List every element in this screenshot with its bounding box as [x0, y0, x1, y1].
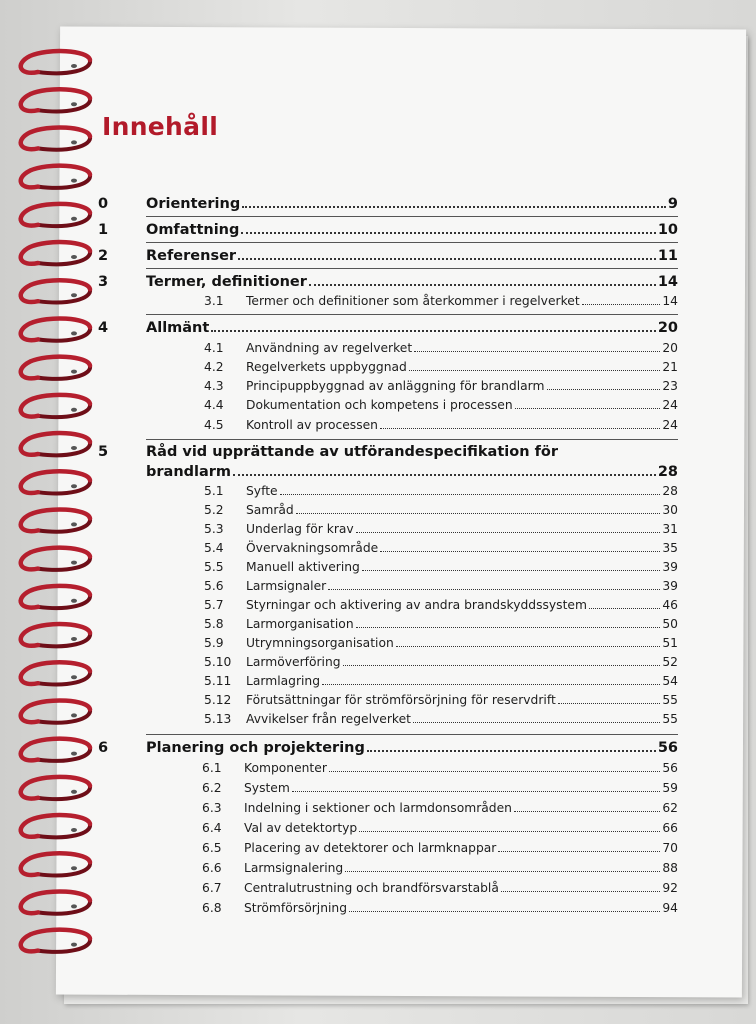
subsection-number: 6.2 [202, 781, 222, 795]
subsection-number: 5.13 [204, 712, 232, 726]
toc-entry-3[interactable] [98, 274, 678, 290]
section-label: Orientering [146, 196, 241, 212]
subsection-page: 24 [662, 418, 678, 432]
toc-entry-6-5[interactable] [202, 841, 678, 855]
leader-dots [242, 206, 666, 208]
subsection-page: 92 [662, 881, 678, 895]
toc-entry-1[interactable] [98, 222, 678, 238]
spiral-binding [8, 40, 98, 970]
subsection-page: 14 [662, 294, 678, 308]
spiral-coil [21, 395, 90, 417]
toc-entry-6-1[interactable] [202, 761, 678, 775]
spiral-coil [21, 51, 90, 73]
toc-entry-5-9[interactable] [204, 636, 678, 650]
subsection-label: Manuell aktivering [246, 560, 360, 574]
subsection-number: 5.1 [204, 484, 224, 498]
spiral-coil [21, 739, 90, 761]
subsection-page: 39 [662, 579, 678, 593]
section-number: 2 [98, 248, 109, 264]
section-page: 9 [667, 196, 678, 212]
toc-entry-5-1[interactable] [204, 484, 678, 498]
leader-dots [396, 646, 661, 647]
subsection-number: 5.5 [204, 560, 224, 574]
subsection-page: 94 [662, 901, 678, 915]
section-page: 28 [657, 464, 678, 480]
leader-dots [367, 750, 656, 752]
leader-dots [343, 665, 661, 666]
toc-entry-3-1[interactable] [204, 294, 678, 308]
toc-entry-5-12[interactable] [204, 693, 678, 707]
subsection-page: 39 [662, 560, 678, 574]
toc-entry-0[interactable] [98, 196, 678, 212]
section-divider [146, 268, 678, 269]
subsection-page: 35 [662, 541, 678, 555]
spiral-coil [21, 930, 90, 952]
subsection-page: 70 [662, 841, 678, 855]
toc-entry-6-7[interactable] [202, 881, 678, 895]
toc-entry-5-11[interactable] [204, 674, 678, 688]
subsection-number: 6.6 [202, 861, 222, 875]
spiral-coil [21, 509, 90, 531]
section-divider [146, 216, 678, 217]
section-divider [146, 439, 678, 440]
leader-dots [292, 791, 660, 792]
toc-entry-5-heading[interactable] [98, 444, 678, 460]
leader-dots [514, 811, 660, 812]
subsection-number: 3.1 [204, 294, 224, 308]
leader-dots [238, 258, 656, 260]
subsection-number: 6.7 [202, 881, 222, 895]
leader-dots [349, 911, 660, 912]
section-label: Omfattning [146, 222, 240, 238]
leader-dots [413, 722, 660, 723]
subsection-label: Regelverkets uppbyggnad [246, 360, 407, 374]
subsection-page: 54 [662, 674, 678, 688]
section-page: 14 [657, 274, 678, 290]
toc-entry-5-7[interactable] [204, 598, 678, 612]
subsection-page: 59 [662, 781, 678, 795]
leader-dots [233, 474, 656, 476]
subsection-number: 5.4 [204, 541, 224, 555]
spiral-coil [21, 700, 90, 722]
subsection-label: Användning av regelverket [246, 341, 413, 355]
subsection-number: 5.10 [204, 655, 232, 669]
leader-dots [558, 703, 661, 704]
subsection-label: Övervakningsområde [246, 541, 379, 555]
subsection-page: 28 [662, 484, 678, 498]
subsection-number: 4.2 [204, 360, 224, 374]
subsection-label: Indelning i sektioner och larmdonsområden [244, 801, 512, 815]
subsection-page: 20 [662, 341, 678, 355]
section-label: Planering och projektering [146, 740, 365, 756]
subsection-page: 46 [662, 598, 678, 612]
section-divider [146, 314, 678, 315]
toc-entry-6-8[interactable] [202, 901, 678, 915]
subsection-label: Larmöverföring [246, 655, 341, 669]
subsection-page: 62 [662, 801, 678, 815]
leader-dots [498, 851, 660, 852]
section-label: brandlarm [146, 464, 232, 480]
subsection-number: 4.3 [204, 379, 224, 393]
leader-dots [322, 684, 660, 685]
subsection-number: 5.12 [204, 693, 232, 707]
toc-entry-4-1[interactable] [204, 341, 678, 355]
section-label: Referenser [146, 248, 237, 264]
subsection-label: Kontroll av processen [246, 418, 378, 432]
spiral-coil [21, 127, 90, 149]
leader-dots [328, 589, 660, 590]
subsection-label: Förutsättningar för strömförsörjning för reservdrift [246, 693, 556, 707]
toc-entry-6-3[interactable] [202, 801, 678, 815]
subsection-number: 5.6 [204, 579, 224, 593]
leader-dots [329, 771, 660, 772]
subsection-label: Avvikelser från regelverket [246, 712, 411, 726]
subsection-number: 5.7 [204, 598, 224, 612]
leader-dots [211, 330, 656, 332]
section-label: Allmänt [146, 320, 210, 336]
subsection-page: 51 [662, 636, 678, 650]
spiral-coil [21, 471, 90, 493]
toc-entry-4-3[interactable] [204, 379, 678, 393]
subsection-number: 5.11 [204, 674, 232, 688]
section-page: 56 [657, 740, 678, 756]
subsection-page: 30 [662, 503, 678, 517]
subsection-label: Utrymningsorganisation [246, 636, 394, 650]
leader-dots [356, 627, 661, 628]
spiral-coil [21, 853, 90, 875]
toc-entry-5-8[interactable] [204, 617, 678, 631]
subsection-page: 55 [662, 712, 678, 726]
subsection-label: Strömförsörjning [244, 901, 348, 915]
subsection-number: 6.8 [202, 901, 222, 915]
subsection-label: Larmorganisation [246, 617, 354, 631]
leader-dots [515, 408, 661, 409]
subsection-page: 66 [662, 821, 678, 835]
subsection-page: 56 [662, 761, 678, 775]
spiral-coil [21, 204, 90, 226]
subsection-number: 5.3 [204, 522, 224, 536]
subsection-label: Principuppbyggnad av anläggning för brandlarm [246, 379, 545, 393]
subsection-page: 21 [662, 360, 678, 374]
subsection-number: 4.5 [204, 418, 224, 432]
leader-dots [356, 532, 661, 533]
leader-dots [359, 831, 660, 832]
subsection-label: Samråd [246, 503, 294, 517]
leader-dots [380, 551, 660, 552]
toc-entry-6[interactable] [98, 740, 678, 756]
section-page: 20 [657, 320, 678, 336]
subsection-page: 23 [662, 379, 678, 393]
subsection-label: Val av detektortyp [244, 821, 358, 835]
toc-entry-5-10[interactable] [204, 655, 678, 669]
subsection-number: 6.5 [202, 841, 222, 855]
subsection-page: 88 [662, 861, 678, 875]
spiral-coil [21, 586, 90, 608]
subsection-number: 6.3 [202, 801, 222, 815]
subsection-label: Larmlagring [246, 674, 321, 688]
toc-entry-5-6[interactable] [204, 579, 678, 593]
leader-dots [280, 494, 661, 495]
section-number: 6 [98, 740, 109, 756]
section-label: Termer, definitioner [146, 274, 307, 290]
leader-dots [345, 871, 660, 872]
toc-entry-5[interactable] [146, 464, 678, 480]
section-number: 0 [98, 196, 109, 212]
spiral-coil [21, 89, 90, 111]
subsection-label: System [244, 781, 290, 795]
section-page: 10 [657, 222, 678, 238]
subsection-label: Centralutrustning och brandförsvarstablå [244, 881, 499, 895]
section-page: 11 [657, 248, 678, 264]
toc-entry-5-3[interactable] [204, 522, 678, 536]
section-divider [146, 734, 678, 735]
spiral-coil [21, 891, 90, 913]
subsection-number: 6.4 [202, 821, 222, 835]
subsection-number: 5.8 [204, 617, 224, 631]
toc-entry-5-4[interactable] [204, 541, 678, 555]
subsection-number: 5.9 [204, 636, 224, 650]
subsection-number: 6.1 [202, 761, 222, 775]
spiral-coil [21, 318, 90, 340]
spiral-coil [21, 777, 90, 799]
leader-dots [501, 891, 660, 892]
spiral-coil [21, 624, 90, 646]
subsection-label: Komponenter [244, 761, 327, 775]
leader-dots [241, 232, 655, 234]
leader-dots [547, 389, 661, 390]
leader-dots [380, 428, 660, 429]
section-number: 5 [98, 444, 109, 460]
spiral-coil [21, 166, 90, 188]
page-title: Innehåll [102, 112, 219, 141]
toc-entry-5-13[interactable] [204, 712, 678, 726]
section-number: 3 [98, 274, 109, 290]
subsection-page: 31 [662, 522, 678, 536]
spiral-coil [21, 280, 90, 302]
subsection-page: 52 [662, 655, 678, 669]
subsection-page: 50 [662, 617, 678, 631]
section-label-line1: Råd vid upprättande av utförandespecifikation för [146, 444, 558, 460]
leader-dots [414, 351, 660, 352]
section-divider [146, 242, 678, 243]
spiral-coil [21, 815, 90, 837]
subsection-label: Larmsignaler [246, 579, 327, 593]
toc-entry-4-5[interactable] [204, 418, 678, 432]
subsection-label: Placering av detektorer och larmknappar [244, 841, 497, 855]
leader-dots [309, 284, 656, 286]
leader-dots [582, 304, 661, 305]
toc-entry-2[interactable] [98, 248, 678, 264]
toc-entry-5-5[interactable] [204, 560, 678, 574]
toc-entry-6-2[interactable] [202, 781, 678, 795]
spiral-coil [21, 242, 90, 264]
subsection-label: Termer och definitioner som återkommer i regelverket [246, 294, 580, 308]
subsection-page: 55 [662, 693, 678, 707]
spiral-coil [21, 662, 90, 684]
spiral-coil [21, 548, 90, 570]
toc-entry-6-6[interactable] [202, 861, 678, 875]
spiral-coil [21, 433, 90, 455]
toc-entry-5-2[interactable] [204, 503, 678, 517]
leader-dots [296, 513, 661, 514]
spiral-coil [21, 357, 90, 379]
subsection-number: 5.2 [204, 503, 224, 517]
toc-entry-4-4[interactable] [204, 398, 678, 412]
section-number: 4 [98, 320, 109, 336]
subsection-label: Styrningar och aktivering av andra brandskyddssystem [246, 598, 587, 612]
toc-entry-4[interactable] [98, 320, 678, 336]
leader-dots [362, 570, 660, 571]
toc-entry-6-4[interactable] [202, 821, 678, 835]
subsection-number: 4.4 [204, 398, 224, 412]
subsection-page: 24 [662, 398, 678, 412]
leader-dots [589, 608, 660, 609]
subsection-label: Dokumentation och kompetens i processen [246, 398, 513, 412]
leader-dots [409, 370, 660, 371]
subsection-label: Syfte [246, 484, 278, 498]
toc-entry-4-2[interactable] [204, 360, 678, 374]
subsection-number: 4.1 [204, 341, 224, 355]
subsection-label: Underlag för krav [246, 522, 354, 536]
section-number: 1 [98, 222, 109, 238]
subsection-label: Larmsignalering [244, 861, 344, 875]
